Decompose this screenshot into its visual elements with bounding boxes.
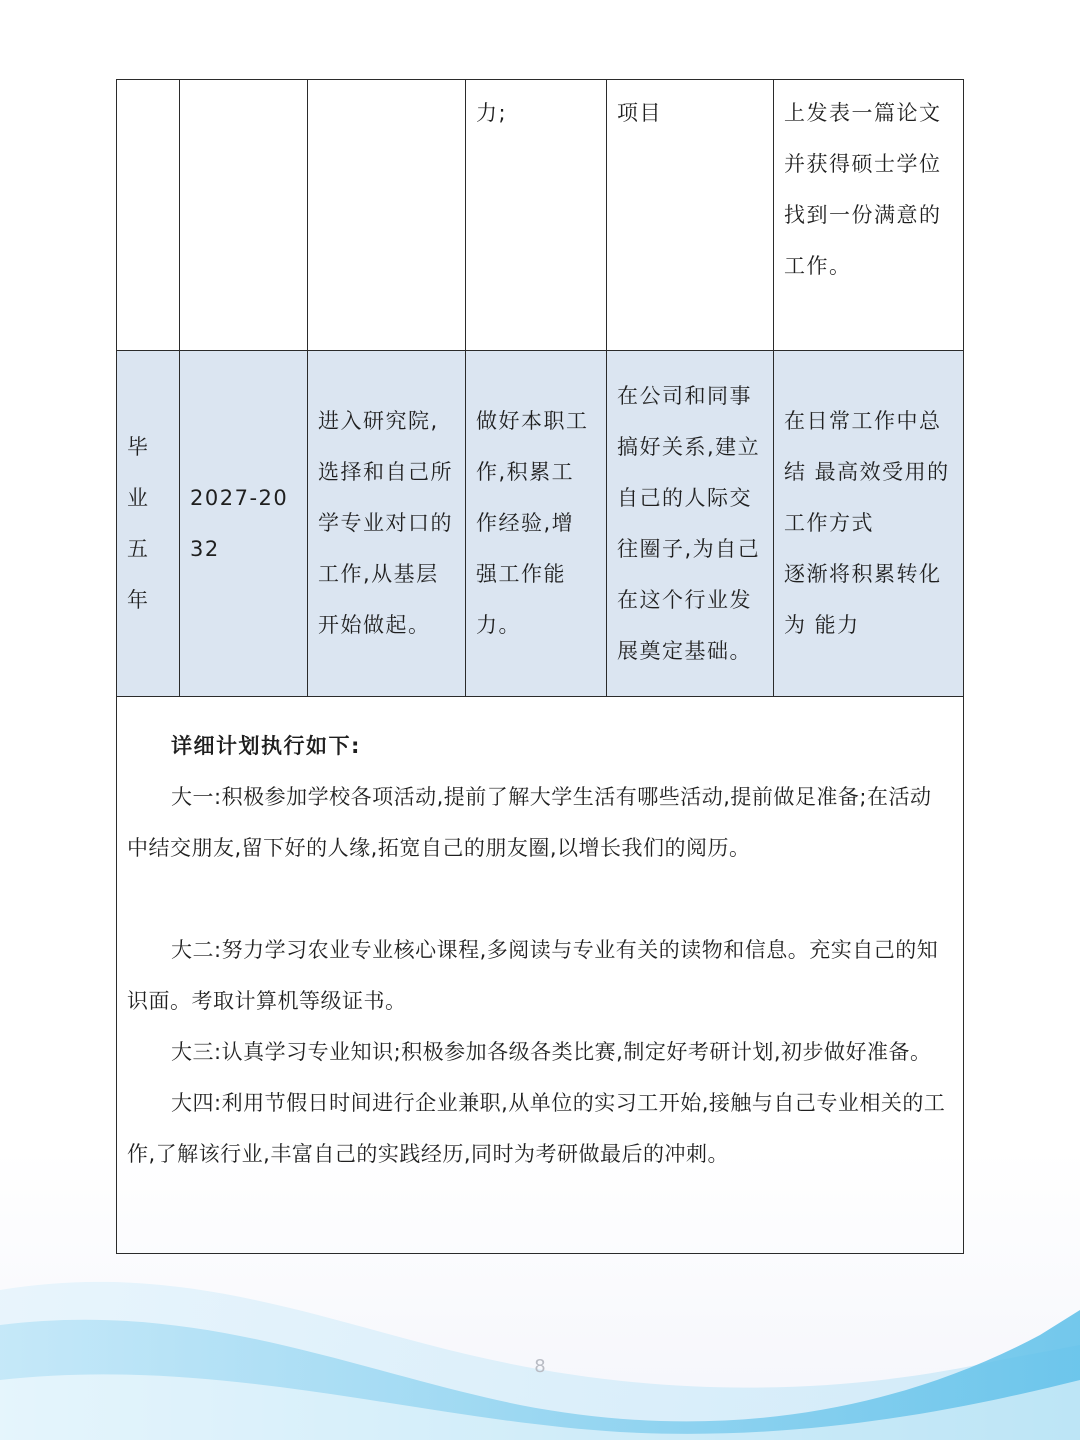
relations-cell: 项目: [607, 80, 774, 351]
summary-cell: 上发表一篇论文并获得硕士学位找到一份满意的工作。: [774, 80, 964, 351]
page-number: 8: [534, 1356, 546, 1377]
detail-heading: 详细计划执行如下:: [171, 734, 361, 758]
summary-cell: 在日常工作中总结 最高效受用的工作方式 逐渐将积累转化为 能力: [774, 351, 964, 697]
work-cell: 力;: [466, 80, 607, 351]
goal-cell: 进入研究院,选择和自己所学专业对口的工作,从基层开始做起。: [308, 351, 466, 697]
table-row-five-years: [117, 351, 964, 697]
years-cell: 2027-2032: [180, 351, 308, 697]
work-cell: 做好本职工作,积累工作经验,增强工作能力。: [466, 351, 607, 697]
plan-year-4: 大四:利用节假日时间进行企业兼职,从单位的实习工开始,接触与自己专业相关的工作,了解该行业,丰富自己的实践经历,同时为考研做最后的冲刺。: [127, 1091, 946, 1166]
stage-cell: 毕业五年: [117, 351, 180, 697]
relations-cell: 在公司和同事搞好关系,建立自己的人际交往圈子,为自己在这个行业发展奠定基础。: [607, 351, 774, 697]
plan-year-3: 大三:认真学习专业知识;积极参加各级各类比赛,制定好考研计划,初步做好准备。: [171, 1040, 932, 1064]
table-row-detail-plan: [117, 697, 964, 1254]
table-row-continued: [117, 80, 964, 351]
detail-plan-cell: [117, 697, 964, 1254]
goal-cell: [308, 80, 466, 351]
paragraph-spacer: [127, 874, 953, 925]
plan-year-1: 大一:积极参加学校各项活动,提前了解大学生活有哪些活动,提前做足准备;在活动 中结交朋友,留下好的人缘,拓宽自己的朋友圈,以增长我们的阅历。: [127, 785, 932, 860]
years-cell: [180, 80, 308, 351]
plan-year-2: 大二:努力学习农业专业核心课程,多阅读与专业有关的读物和信息。充实自己的知识面。考取计算机等级证书。: [127, 938, 939, 1013]
stage-cell: [117, 80, 180, 351]
career-plan-table: [116, 79, 964, 1254]
